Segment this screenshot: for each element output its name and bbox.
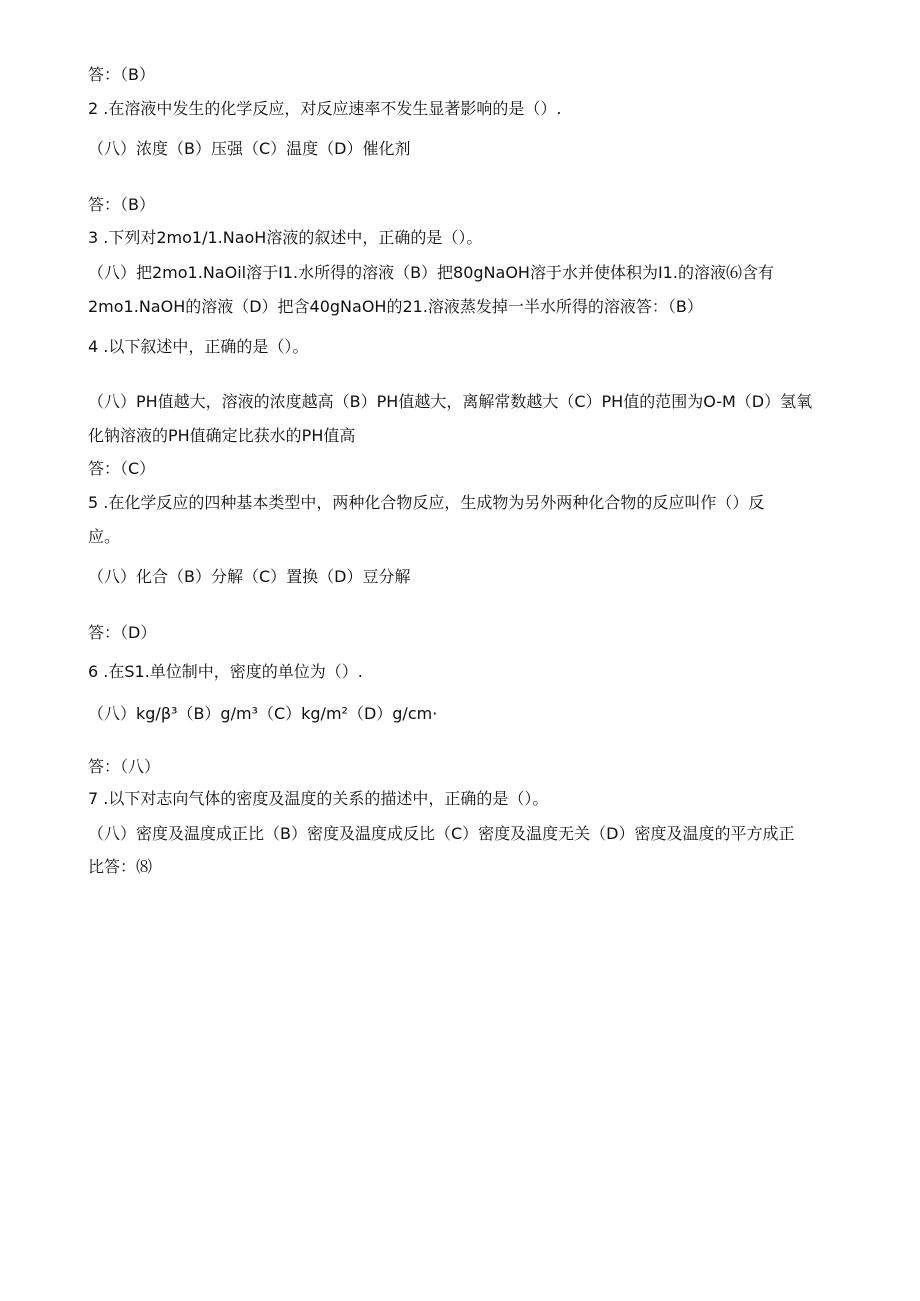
answer-2: 答：（B） [88,195,155,214]
question-3: 3 .下列对2mo1/1.NaoH溶液的叙述中，正确的是（）。 [88,228,483,247]
question-3-options-a: （八）把2mo1.NaOil溶于I1.水所得的溶液（B）把80gNaOH溶于水并使体积为I1.的溶液⑹含有 [88,263,774,282]
question-4: 4 .以下叙述中，正确的是（）。 [88,337,309,356]
question-6-options: （八）kg∕β³（B）g∕m³（C）kg∕m²（D）g∕cm· [88,704,438,723]
question-7-options-a: （八）密度及温度成正比（B）密度及温度成反比（C）密度及温度无关（D）密度及温度的平方成正 [88,824,795,843]
question-5-options: （八）化合（B）分解（C）置换（D）豆分解 [88,567,411,586]
question-4-options-b: 化钠溶液的PH值确定比获水的PH值高 [88,426,356,445]
question-6: 6 .在S1.单位制中，密度的单位为（）. [88,662,363,681]
question-7: 7 .以下对志向气体的密度及温度的关系的描述中，正确的是（）。 [88,789,549,808]
question-7-options-b: 比答：⑻ [88,857,153,876]
question-2: 2 .在溶液中发生的化学反应，对反应速率不发生显著影响的是（）. [88,99,562,118]
question-2-options: （八）浓度（B）压强（C）温度（D）催化剂 [88,139,411,158]
answer-6: 答：（八） [88,757,161,776]
question-4-options-a: （八）PH值越大，溶液的浓度越高（B）PH值越大，离解常数越大（C）PH值的范围为O-M（D）氢氧 [88,392,813,411]
answer-5: 答：（D） [88,623,157,642]
answer-4: 答：（C） [88,459,156,478]
question-5-line-1: 5 .在化学反应的四种基本类型中，两种化合物反应，生成物为另外两种化合物的反应叫作（）反 [88,493,765,512]
question-5-line-2: 应。 [88,527,121,546]
question-3-options-b: 2mo1.NaOH的溶液（D）把含40gNaOH的21.溶液蒸发掉一半水所得的溶液答：（B） [88,297,703,316]
answer-1: 答：（B） [88,65,155,84]
